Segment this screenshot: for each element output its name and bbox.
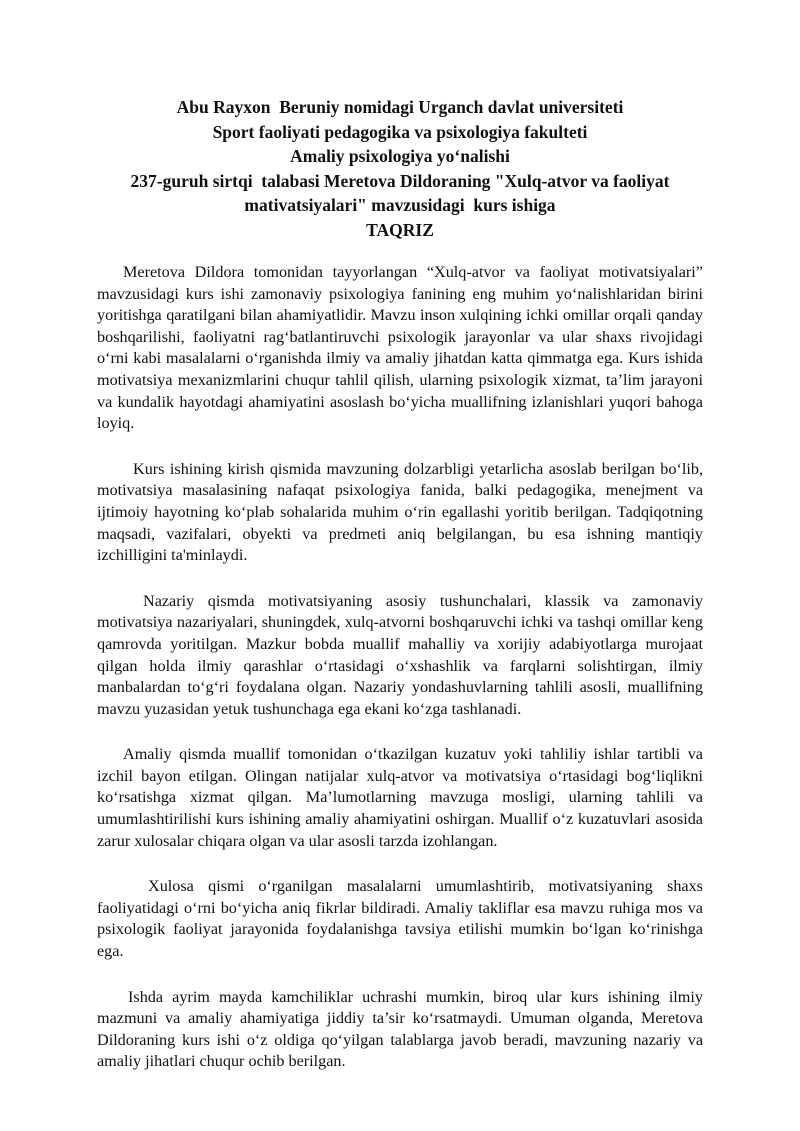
subject-line-2: mativatsiyalari" mavzusidagi kurs ishiga [244,195,556,215]
university-name: Abu Rayxon Beruniy nomidagi Urganch davlat universiteti [176,97,624,117]
faculty-name: Sport faoliyati pedagogika va psixologiya fakulteti [212,121,588,142]
document-title: TAQRIZ [366,219,434,240]
paragraph-introduction-section: Kurs ishining kirish qismida mavzuning dolzarbligi yetarlicha asoslab berilgan bo‘lib, motivatsiya masalasining nafaqat psixologiya fanida, balki pedagogika, menejment va ijtimoiy hayotning ko‘plab sohalarida muhim o‘rin egallashi yoritib berilgan. Tadqiqotning maqsadi, vazifalari, obyekti va predmeti aniq belgilangan, bu esa ishning mantiqiy izchilligini ta'minlaydi. [97,459,703,565]
subject-line-1: 237-guruh sirtqi talabasi Meretova Dildoraning "Xulq-atvor va faoliyat [130,170,670,191]
paragraph-theory-section: Nazariy qismda motivatsiyaning asosiy tushunchalari, klassik va zamonaviy motivatsiya nazariyalari, shuningdek, xulq-atvorni boshqaruvchi ichki va tashqi omillar keng qamrovda yoritilgan. Mazkur bobda muallif mahalliy va xorijiy adabiyotlarga murojaat qilgan holda ilmiy qarashlar o‘rtasidagi o‘xshashlik va farqlarni solishtirgan, ilmiy manbalardan to‘g‘ri foydalana olgan. Nazariy yondashuvlarning tahlili asosli, muallifning mavzu yuzasidan yetuk tushunchaga ega ekani ko‘zga tashlanadi. [97,591,703,718]
paragraph-final-assessment: Ishda ayrim mayda kamchiliklar uchrashi mumkin, biroq ular kurs ishining ilmiy mazmuni va amaliy ahamiyatiga jiddiy ta’sir ko‘rsatmaydi. Umuman olganda, Meretova Dildoraning kurs ishi o‘z oldiga qo‘yilgan talablarga javob beradi, mavzuning nazariy va amaliy jihatlari chuqur ochib berilgan. [97,987,703,1071]
paragraph-intro: Meretova Dildora tomonidan tayyorlangan “Xulq-atvor va faoliyat motivatsiyalari” mavzusidagi kurs ishi zamonaviy psixologiya fanining eng muhim yo‘nalishlaridan birini yoritishga qaratilgani bilan ahamiyatlidir. Mavzu inson xulqining ichki omillar orqali qanday boshqarilishi, faoliyatni rag‘batlantiruvchi psixologik jarayonlar va ular shaxs rivojidagi o‘rni kabi masalalarni o‘rganishda ilmiy va amaliy jihatdan katta qimmatga ega. Kurs ishida motivatsiya mexanizmlarini chuqur tahlil qilish, ularning psixologik xizmat, ta’lim jarayoni va kundalik hayotdagi ahamiyatini asoslash bo‘yicha muallifning izlanishlari yuqori bahoga loyiq. [97,263,703,433]
paragraph-conclusion-section: Xulosa qismi o‘rganilgan masalalarni umumlashtirib, motivatsiyaning shaxs faoliyatidagi o‘rni bo‘yicha aniq fikrlar bildiradi. Amaliy takliflar esa mavzu ruhiga mos va psixologik faoliyat jarayonida foydalanishga tavsiya etilishi mumkin bo‘lgan ko‘rinishga ega. [97,877,703,961]
document-body [97,262,703,1097]
paragraph-practical-section: Amaliy qismda muallif tomonidan o‘tkazilgan kuzatuv yoki tahliliy ishlar tartibli va izchil bayon etilgan. Olingan natijalar xulq-atvor va motivatsiya o‘rtasidagi bog‘liqlikni ko‘rsatishga xizmat qilgan. Ma’lumotlarning mavzuga mosligi, ularning tahlili va umumlashtirilishi kurs ishining amaliy ahamiyatini oshirgan. Muallif o‘z kuzatuvlari asosida zarur xulosalar chiqara olgan va ular asosli tarzda izohlangan. [97,745,703,850]
specialty-name: Amaliy psixologiya yo‘nalishi [290,146,510,166]
document-header [80,95,720,242]
